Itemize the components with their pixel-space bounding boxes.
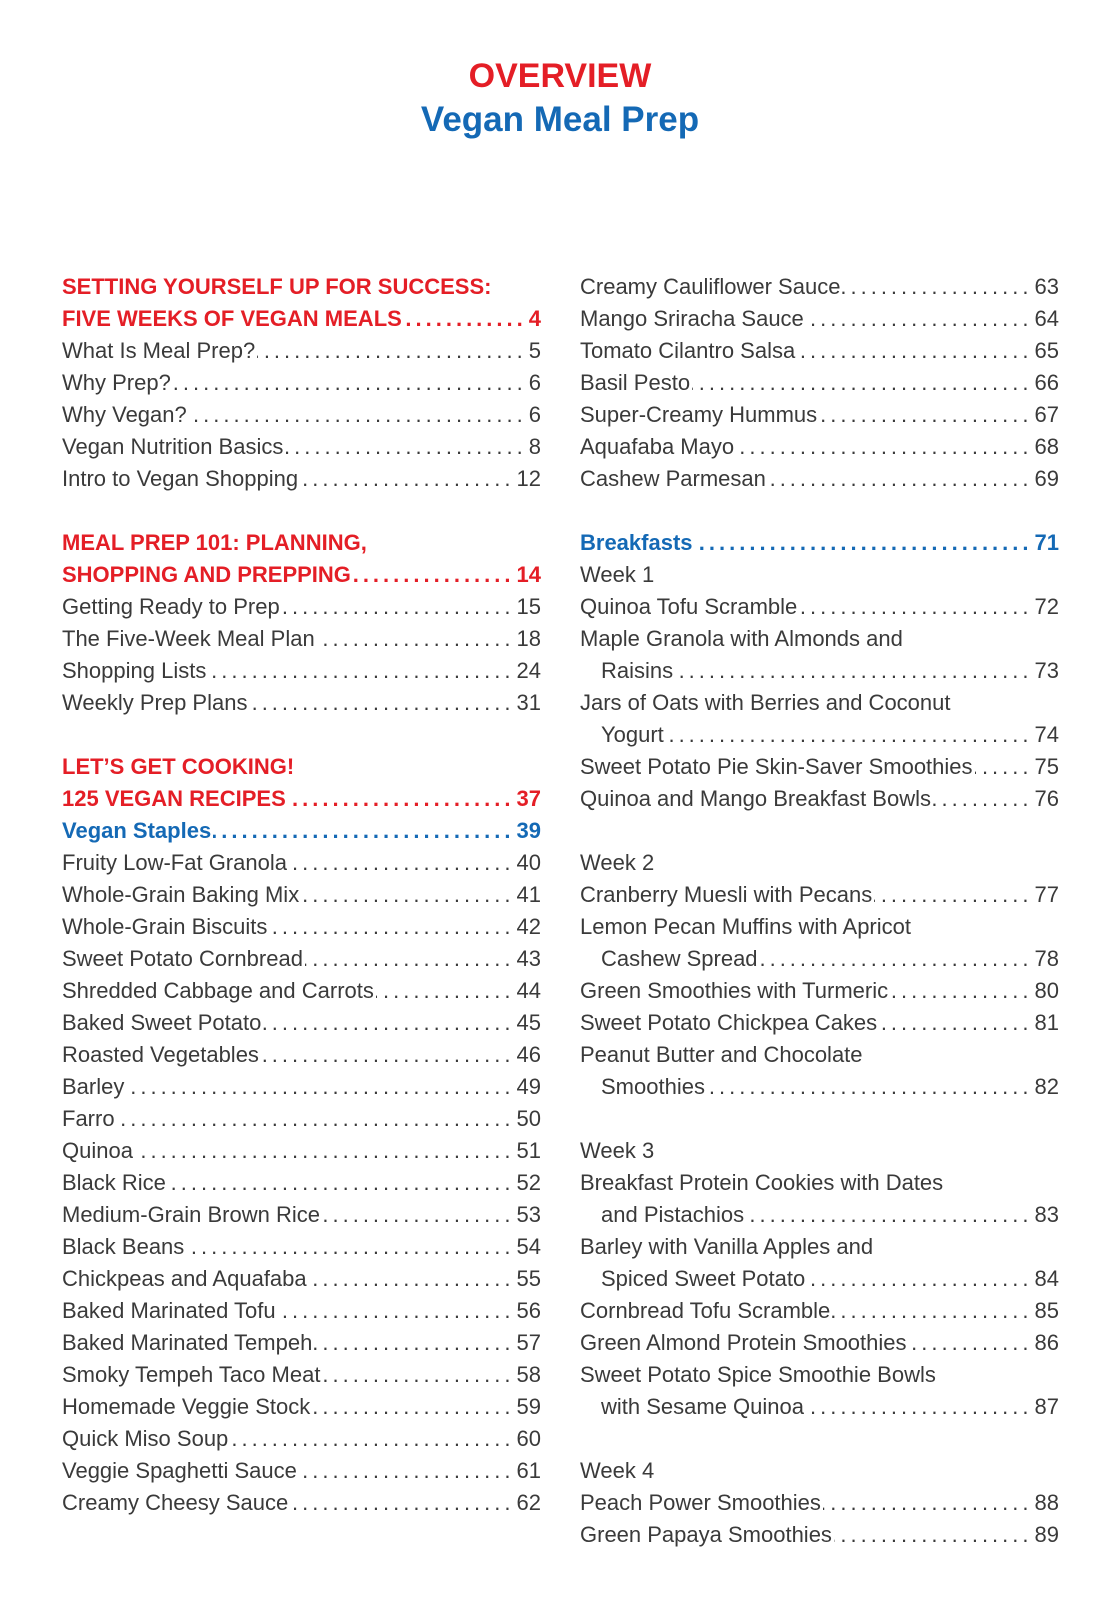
page-number: 69 — [1034, 466, 1059, 491]
toc-entry[interactable] — [62, 879, 541, 911]
toc-entry[interactable] — [580, 943, 1059, 975]
page-number: 44 — [516, 978, 541, 1003]
toc-entry[interactable] — [62, 1103, 541, 1135]
entry-title: Green Almond Protein Smoothies — [580, 1330, 907, 1355]
toc-entry[interactable] — [62, 943, 541, 975]
dot-leader — [692, 367, 1032, 399]
entry-title: Fruity Low-Fat Granola — [62, 850, 287, 875]
dot-leader — [289, 847, 515, 879]
page-number: 83 — [1034, 1202, 1059, 1227]
page-number: 14 — [516, 562, 541, 587]
page-number: 43 — [516, 946, 541, 971]
page-number: 24 — [516, 658, 541, 683]
toc-entry[interactable] — [62, 367, 541, 399]
page-number: 49 — [516, 1074, 541, 1099]
entry-title: Breakfasts — [580, 530, 693, 555]
dot-leader — [285, 431, 526, 463]
dot-leader — [797, 335, 1032, 367]
toc-entry[interactable] — [580, 367, 1059, 399]
toc-entry[interactable] — [62, 335, 541, 367]
page-number: 84 — [1034, 1266, 1059, 1291]
dot-leader — [135, 1135, 515, 1167]
dot-leader — [806, 1391, 1033, 1423]
section-heading — [62, 527, 541, 559]
page-number: 57 — [516, 1330, 541, 1355]
entry-title: Raisins — [601, 658, 674, 683]
page-number: 31 — [516, 690, 541, 715]
entry-title: Veggie Spaghetti Sauce — [62, 1458, 297, 1483]
dot-leader — [842, 271, 1032, 303]
page-number: 39 — [516, 818, 541, 843]
dot-leader — [208, 655, 514, 687]
entry-title: and Pistachios — [601, 1202, 745, 1227]
entry-title: Smoothies — [601, 1074, 705, 1099]
dot-leader — [278, 1295, 515, 1327]
entry-title: Week 1 — [580, 562, 655, 587]
page-number: 6 — [528, 370, 541, 395]
toc-entry[interactable] — [62, 1071, 541, 1103]
page-number: 59 — [516, 1394, 541, 1419]
entry-title: The Five-Week Meal Plan — [62, 626, 315, 651]
page-number: 77 — [1034, 882, 1059, 907]
dot-leader — [707, 1071, 1033, 1103]
toc-entry[interactable] — [62, 1039, 541, 1071]
entry-title: FIVE WEEKS OF VEGAN MEALS — [62, 306, 402, 331]
entry-title: Medium-Grain Brown Rice — [62, 1202, 320, 1227]
entry-title: Week 4 — [580, 1458, 655, 1483]
entry-title: Maple Granola with Almonds and — [580, 626, 903, 651]
page-number: 72 — [1034, 594, 1059, 619]
page-number: 89 — [1034, 1522, 1059, 1547]
dot-leader — [933, 783, 1033, 815]
entry-title: Green Papaya Smoothies — [580, 1522, 832, 1547]
spacer — [580, 815, 1059, 847]
toc-entry[interactable] — [62, 431, 541, 463]
entry-title: Barley with Vanilla Apples and — [580, 1234, 874, 1259]
toc-entry[interactable] — [580, 335, 1059, 367]
page-number: 8 — [528, 434, 541, 459]
entry-title: 125 VEGAN RECIPES — [62, 786, 286, 811]
entry-title: Breakfast Protein Cookies with Dates — [580, 1170, 944, 1195]
entry-title: Whole-Grain Baking Mix — [62, 882, 300, 907]
page-number: 65 — [1034, 338, 1059, 363]
dot-leader — [213, 815, 514, 847]
page-number: 4 — [528, 306, 541, 331]
toc-entry[interactable] — [580, 271, 1059, 303]
toc-entry[interactable] — [580, 783, 1059, 815]
entry-title: Lemon Pecan Muffins with Apricot — [580, 914, 911, 939]
entry-title: Quinoa — [62, 1138, 133, 1163]
page-number: 82 — [1034, 1074, 1059, 1099]
entry-title: LET’S GET COOKING! — [62, 754, 295, 779]
entry-title: Peanut Butter and Chocolate — [580, 1042, 863, 1067]
entry-title: Barley — [62, 1074, 125, 1099]
subsection-heading[interactable] — [580, 527, 1059, 559]
page-number: 75 — [1034, 754, 1059, 779]
page-number: 5 — [528, 338, 541, 363]
toc-entry[interactable] — [580, 463, 1059, 495]
entry-title: Getting Ready to Prep — [62, 594, 280, 619]
toc-entry[interactable] — [62, 847, 541, 879]
page-number: 86 — [1034, 1330, 1059, 1355]
page-number: 80 — [1034, 978, 1059, 1003]
page-number: 40 — [516, 850, 541, 875]
dot-leader — [300, 463, 514, 495]
entry-title: Black Beans — [62, 1234, 185, 1259]
entry-title: MEAL PREP 101: PLANNING, — [62, 530, 367, 555]
toc-entry[interactable] — [580, 1391, 1059, 1423]
dot-leader — [249, 687, 514, 719]
entry-title: Aquafaba Mayo — [580, 434, 735, 459]
dot-leader — [230, 1423, 514, 1455]
dot-leader — [376, 975, 515, 1007]
dot-leader — [263, 1007, 514, 1039]
toc-entry-line — [580, 623, 1059, 655]
entry-title: Yogurt — [601, 722, 664, 747]
entry-title: Black Rice — [62, 1170, 166, 1195]
toc-entry[interactable] — [580, 1519, 1059, 1551]
dot-leader — [834, 1519, 1033, 1551]
toc-entry-line — [580, 687, 1059, 719]
week-label — [580, 1135, 1059, 1167]
entry-title: Green Smoothies with Turmeric — [580, 978, 889, 1003]
entry-title: Shopping Lists — [62, 658, 207, 683]
page-number: 71 — [1034, 530, 1059, 555]
page-number: 6 — [528, 402, 541, 427]
page-number: 52 — [516, 1170, 541, 1195]
spacer — [580, 1103, 1059, 1135]
page-number: 56 — [516, 1298, 541, 1323]
entry-title: Tomato Cilantro Salsa — [580, 338, 796, 363]
dot-leader — [189, 399, 527, 431]
toc-entry[interactable] — [580, 1487, 1059, 1519]
spacer — [580, 495, 1059, 527]
toc-entry-line — [580, 1231, 1059, 1263]
dot-leader — [312, 1391, 514, 1423]
dot-leader — [879, 1007, 1032, 1039]
entry-title: Why Vegan? — [62, 402, 187, 427]
entry-title: Mango Sriracha Sauce — [580, 306, 804, 331]
dot-leader — [299, 1455, 515, 1487]
page-number: 45 — [516, 1010, 541, 1035]
page-number: 62 — [516, 1490, 541, 1515]
toc-entry[interactable] — [62, 1199, 541, 1231]
entry-title: Cashew Spread — [601, 946, 758, 971]
toc-entry-line — [580, 911, 1059, 943]
entry-title: Creamy Cauliflower Sauce — [580, 274, 841, 299]
toc-entry[interactable] — [62, 1423, 541, 1455]
toc-entry[interactable] — [580, 879, 1059, 911]
dot-leader — [807, 1263, 1032, 1295]
toc-entry[interactable] — [580, 303, 1059, 335]
entry-title: Smoky Tempeh Taco Meat — [62, 1362, 321, 1387]
toc-entry[interactable] — [580, 655, 1059, 687]
dot-leader — [799, 591, 1032, 623]
page-number: 76 — [1034, 786, 1059, 811]
entry-title: Peach Power Smoothies — [580, 1490, 821, 1515]
toc-entry[interactable] — [580, 751, 1059, 783]
dot-leader — [117, 1103, 515, 1135]
page-number: 73 — [1034, 658, 1059, 683]
dot-leader — [301, 879, 514, 911]
entry-title: Farro — [62, 1106, 115, 1131]
page-number: 87 — [1034, 1394, 1059, 1419]
toc-entry[interactable] — [62, 975, 541, 1007]
dot-leader — [322, 1359, 514, 1391]
page-number: 88 — [1034, 1490, 1059, 1515]
toc-entry[interactable] — [580, 399, 1059, 431]
toc-entry[interactable] — [62, 1135, 541, 1167]
page-number: 66 — [1034, 370, 1059, 395]
entry-title: Vegan Staples — [62, 818, 212, 843]
entry-title: Week 3 — [580, 1138, 655, 1163]
entry-title: Shredded Cabbage and Carrots — [62, 978, 374, 1003]
dot-leader — [314, 1327, 514, 1359]
dot-leader — [322, 1199, 515, 1231]
toc-entry[interactable] — [580, 975, 1059, 1007]
dot-leader — [282, 591, 515, 623]
entry-title: Baked Sweet Potato — [62, 1010, 262, 1035]
toc-entry[interactable] — [62, 1391, 541, 1423]
week-label — [580, 559, 1059, 591]
week-label — [580, 1455, 1059, 1487]
dot-leader — [173, 367, 527, 399]
entry-title: Spiced Sweet Potato — [601, 1266, 806, 1291]
toc-entry[interactable] — [580, 719, 1059, 751]
dot-leader — [305, 943, 515, 975]
dot-leader — [309, 1263, 515, 1295]
entry-title: Quick Miso Soup — [62, 1426, 229, 1451]
page-number: 67 — [1034, 402, 1059, 427]
entry-title: Creamy Cheesy Sauce — [62, 1490, 289, 1515]
dot-leader — [695, 527, 1033, 559]
dot-leader — [819, 399, 1032, 431]
entry-title: Sweet Potato Spice Smoothie Bowls — [580, 1362, 936, 1387]
dot-leader — [317, 623, 515, 655]
section-heading — [62, 271, 541, 303]
page-number: 61 — [516, 1458, 541, 1483]
dot-leader — [353, 559, 515, 591]
entry-title: Cashew Parmesan — [580, 466, 766, 491]
toc-entry[interactable] — [580, 591, 1059, 623]
entry-title: Basil Pesto — [580, 370, 691, 395]
spacer — [580, 1423, 1059, 1455]
toc-entry[interactable] — [62, 1231, 541, 1263]
spacer — [62, 495, 541, 527]
entry-title: SHOPPING AND PREPPING — [62, 562, 351, 587]
dot-leader — [746, 1199, 1032, 1231]
entry-title: Week 2 — [580, 850, 655, 875]
page-subtitle: Vegan Meal Prep — [420, 100, 700, 139]
page-number: 64 — [1034, 306, 1059, 331]
section-heading — [62, 751, 541, 783]
page-number: 18 — [516, 626, 541, 651]
page-number: 42 — [516, 914, 541, 939]
entry-title: Vegan Nutrition Basics — [62, 434, 284, 459]
dot-leader — [832, 1295, 1032, 1327]
page-number: 85 — [1034, 1298, 1059, 1323]
dot-leader — [806, 303, 1033, 335]
toc-entry[interactable] — [62, 1359, 541, 1391]
page-number: 54 — [516, 1234, 541, 1259]
entry-title: Whole-Grain Biscuits — [62, 914, 268, 939]
toc-entry[interactable] — [62, 1327, 541, 1359]
entry-title: Super-Creamy Hummus — [580, 402, 818, 427]
page-number: 53 — [516, 1202, 541, 1227]
dot-leader — [909, 1327, 1033, 1359]
toc-entry[interactable] — [62, 623, 541, 655]
entry-title: Sweet Potato Pie Skin-Saver Smoothies — [580, 754, 973, 779]
toc-entry[interactable] — [62, 1455, 541, 1487]
dot-leader — [288, 783, 515, 815]
entry-title: Cornbread Tofu Scramble — [580, 1298, 831, 1323]
page-number: 63 — [1034, 274, 1059, 299]
entry-title: Sweet Potato Cornbread — [62, 946, 303, 971]
entry-title: Quinoa and Mango Breakfast Bowls — [580, 786, 931, 811]
toc-left-column — [62, 271, 541, 1519]
section-heading[interactable] — [62, 303, 541, 335]
subsection-heading[interactable] — [62, 815, 541, 847]
dot-leader — [290, 1487, 514, 1519]
dot-leader — [269, 911, 514, 943]
toc-entry[interactable] — [62, 911, 541, 943]
spacer — [62, 719, 541, 751]
page-number: 12 — [516, 466, 541, 491]
entry-title: Chickpeas and Aquafaba — [62, 1266, 307, 1291]
toc-entry[interactable] — [580, 431, 1059, 463]
toc-right-column — [580, 271, 1059, 1551]
dot-leader — [675, 655, 1032, 687]
page-header — [0, 56, 1120, 144]
toc-entry[interactable] — [580, 1007, 1059, 1039]
dot-leader — [168, 1167, 515, 1199]
dot-leader — [823, 1487, 1033, 1519]
toc-entry[interactable] — [62, 591, 541, 623]
toc-entry[interactable] — [62, 655, 541, 687]
toc-entry[interactable] — [62, 687, 541, 719]
dot-leader — [760, 943, 1033, 975]
page-number: 15 — [516, 594, 541, 619]
page-number: 46 — [516, 1042, 541, 1067]
week-label — [580, 847, 1059, 879]
dot-leader — [768, 463, 1033, 495]
entry-title: Weekly Prep Plans — [62, 690, 248, 715]
page-number: 50 — [516, 1106, 541, 1131]
entry-title: with Sesame Quinoa — [601, 1394, 804, 1419]
entry-title: Baked Marinated Tofu — [62, 1298, 276, 1323]
entry-title: Cranberry Muesli with Pecans — [580, 882, 873, 907]
entry-title: Intro to Vegan Shopping — [62, 466, 299, 491]
dot-leader — [186, 1231, 514, 1263]
toc-entry[interactable] — [580, 1263, 1059, 1295]
entry-title: Quinoa Tofu Scramble — [580, 594, 798, 619]
page-number: 74 — [1034, 722, 1059, 747]
dot-leader — [975, 751, 1033, 783]
dot-leader — [874, 879, 1032, 911]
toc-entry-line — [580, 1039, 1059, 1071]
dot-leader — [126, 1071, 514, 1103]
page-number: 58 — [516, 1362, 541, 1387]
entry-title: Jars of Oats with Berries and Coconut — [580, 690, 951, 715]
page-number: 60 — [516, 1426, 541, 1451]
page-number: 37 — [516, 786, 541, 811]
page-number: 78 — [1034, 946, 1059, 971]
page-title: OVERVIEW — [468, 57, 652, 95]
dot-leader — [404, 303, 527, 335]
section-heading[interactable] — [62, 783, 541, 815]
page-number: 55 — [516, 1266, 541, 1291]
toc-entry[interactable] — [62, 463, 541, 495]
toc-entry[interactable] — [62, 1487, 541, 1519]
dot-leader — [736, 431, 1032, 463]
page-number: 81 — [1034, 1010, 1059, 1035]
toc-entry[interactable] — [580, 1199, 1059, 1231]
dot-leader — [257, 335, 527, 367]
toc-entry[interactable] — [580, 1327, 1059, 1359]
toc-entry[interactable] — [62, 1263, 541, 1295]
entry-title: What Is Meal Prep? — [62, 338, 256, 363]
entry-title: Baked Marinated Tempeh — [62, 1330, 313, 1355]
dot-leader — [890, 975, 1032, 1007]
entry-title: Roasted Vegetables — [62, 1042, 259, 1067]
toc-entry-line — [580, 1359, 1059, 1391]
page-number: 68 — [1034, 434, 1059, 459]
toc-entry[interactable] — [62, 1167, 541, 1199]
page-number: 51 — [516, 1138, 541, 1163]
page-number: 41 — [516, 882, 541, 907]
toc-entry[interactable] — [62, 1007, 541, 1039]
dot-leader — [666, 719, 1033, 751]
toc-entry[interactable] — [62, 1295, 541, 1327]
entry-title: SETTING YOURSELF UP FOR SUCCESS: — [62, 274, 492, 299]
entry-title: Why Prep? — [62, 370, 171, 395]
dot-leader — [261, 1039, 515, 1071]
toc-entry[interactable] — [580, 1071, 1059, 1103]
toc-entry[interactable] — [580, 1295, 1059, 1327]
section-heading[interactable] — [62, 559, 541, 591]
toc-entry[interactable] — [62, 399, 541, 431]
entry-title: Homemade Veggie Stock — [62, 1394, 311, 1419]
toc-entry-line — [580, 1167, 1059, 1199]
entry-title: Sweet Potato Chickpea Cakes — [580, 1010, 878, 1035]
